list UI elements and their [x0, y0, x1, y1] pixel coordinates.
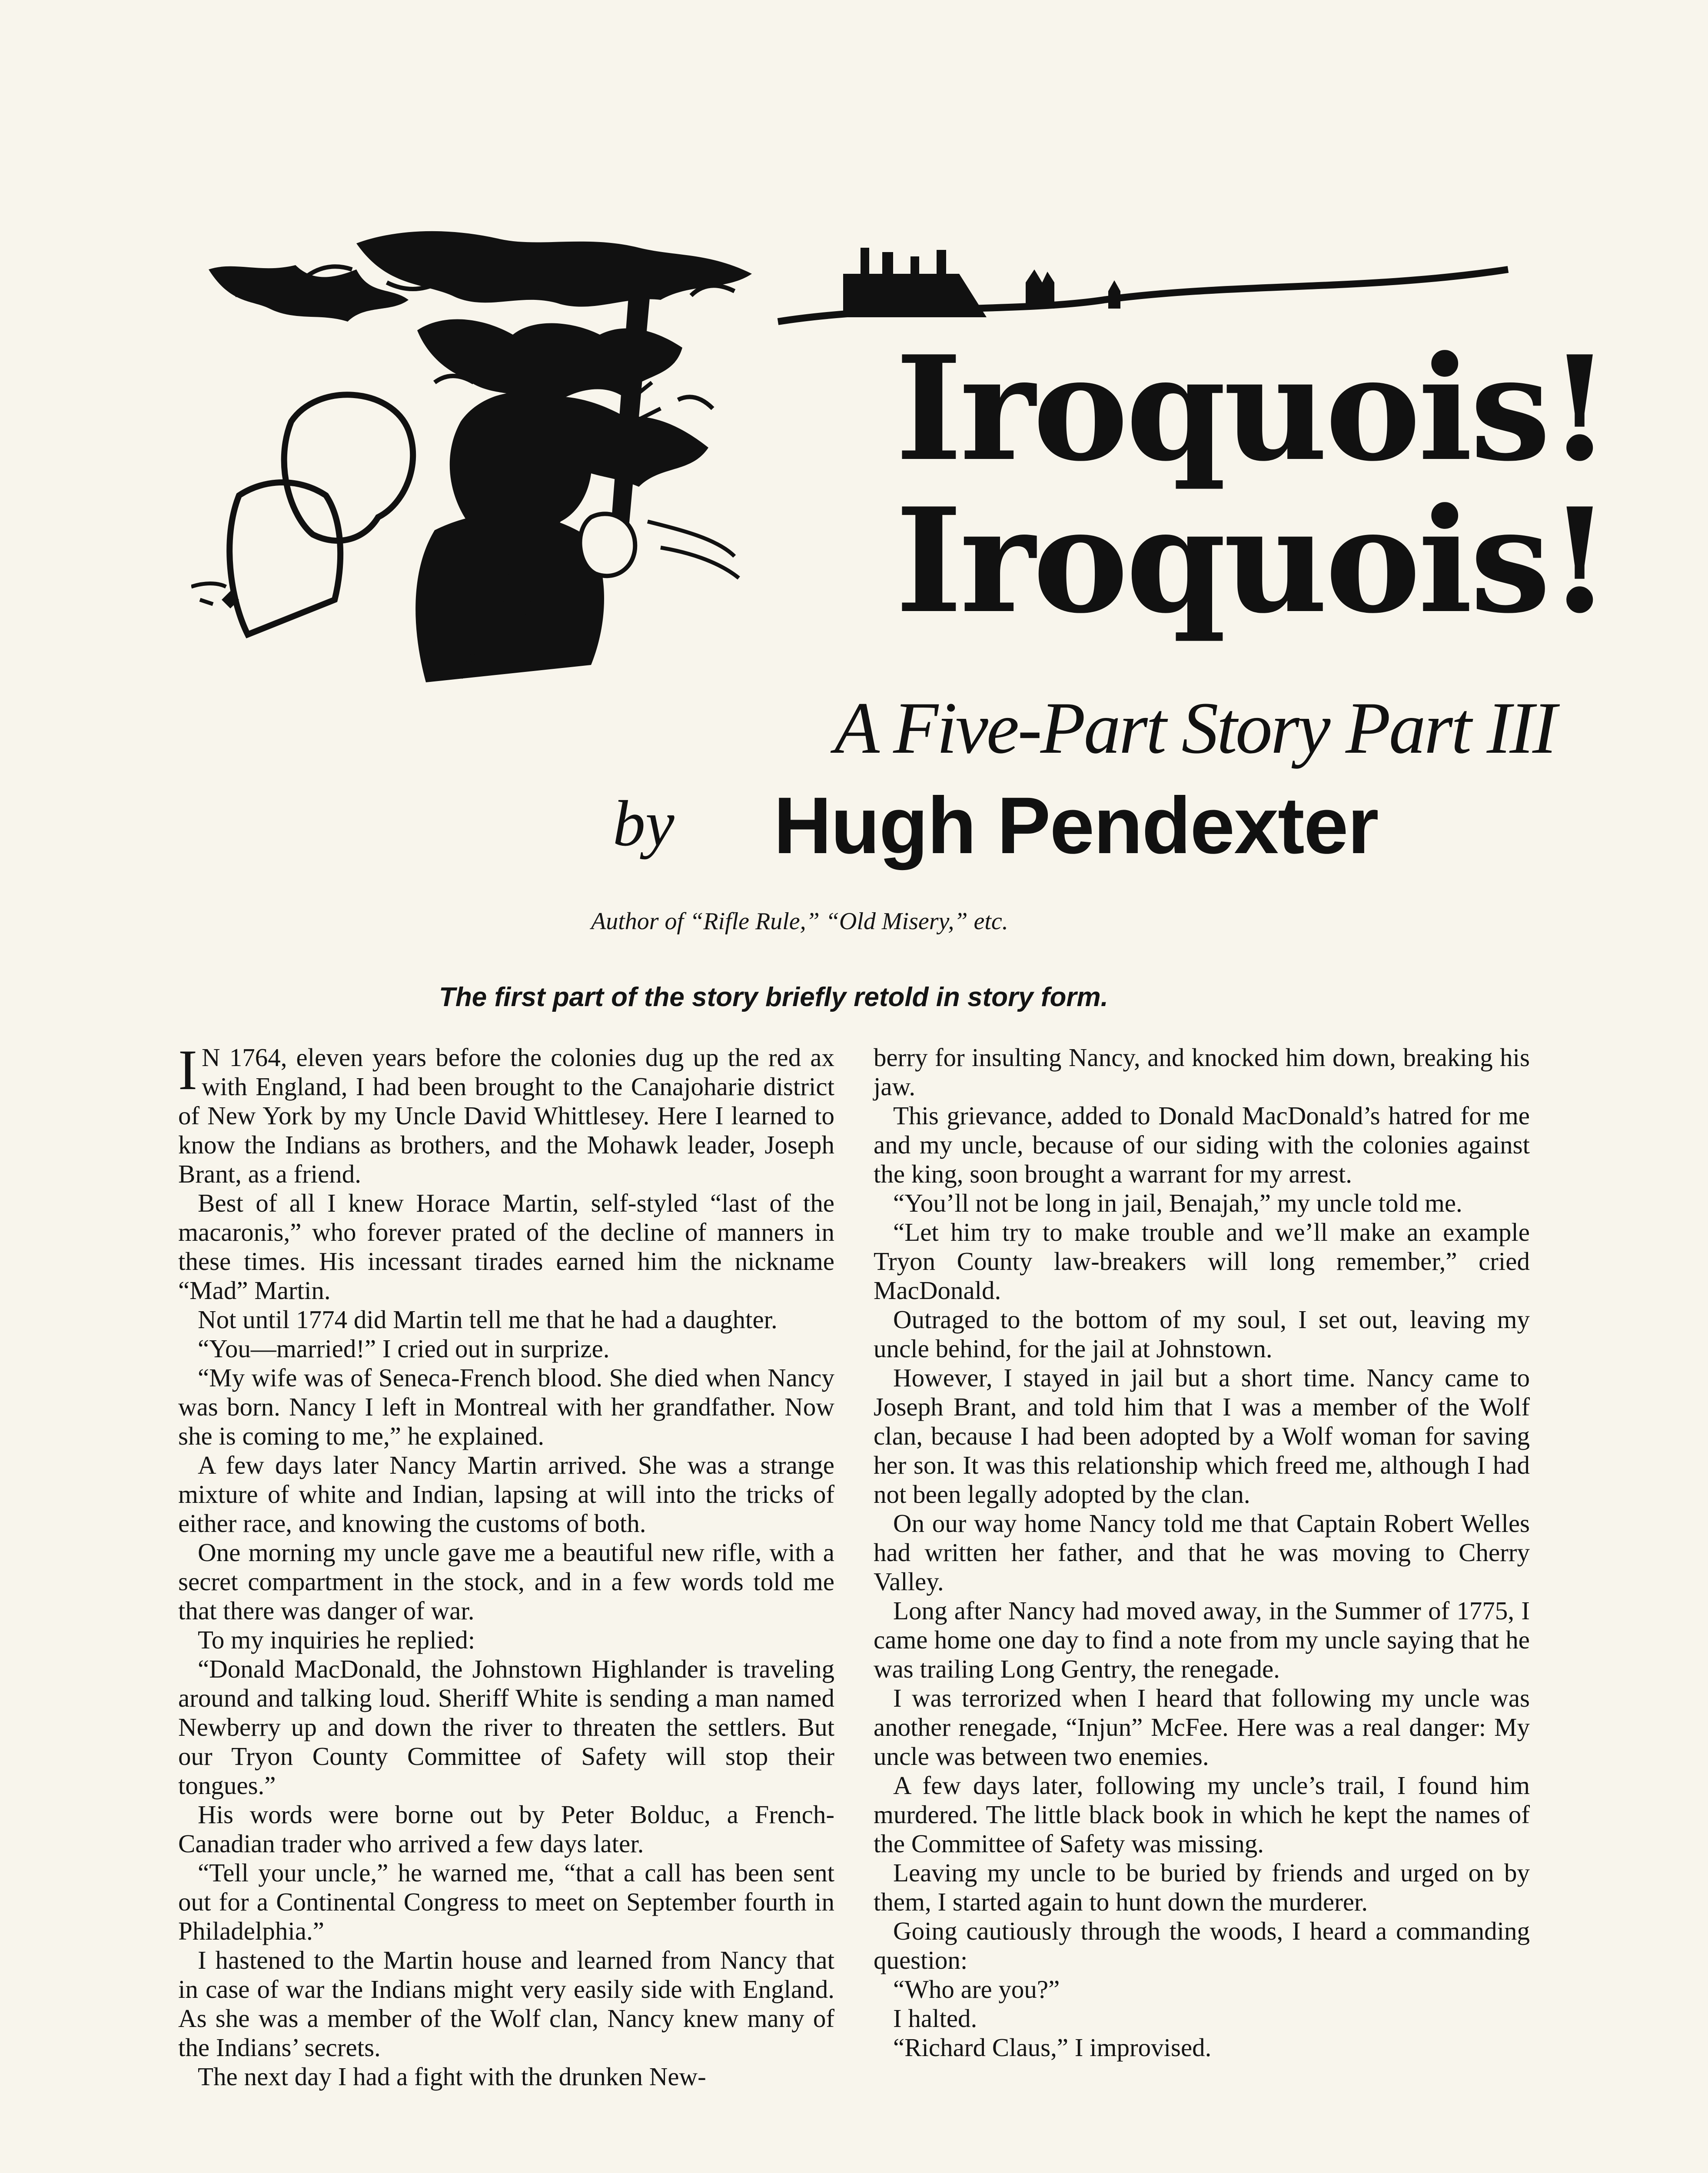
paragraph: To my inquiries he replied:	[198, 1625, 475, 1654]
author-name: Hugh Pendexter	[774, 781, 1378, 871]
paragraph: On our way home Nancy told me that Captain Robert Welles had written her father, and that he was moving to Cherry Valley.	[874, 1509, 1530, 1596]
paragraph: “Donald MacDonald, the Johnstown Highlander is traveling around and talking loud. Sheriff White is sending a man named Newberry up and down the river to threaten the settlers. But our Tryon County Committee of Safety will stop their tongues.”	[178, 1655, 834, 1800]
paragraph: This grievance, added to Donald MacDonald’s hatred for me and my uncle, because of our siding with the colonies against the king, soon brought a warrant for my arrest.	[874, 1101, 1530, 1188]
paragraph: “Tell your uncle,” he warned me, “that a call has been sent out for a Continental Congress to meet on September fourth in Philadelphia.”	[178, 1858, 834, 1945]
paragraph: One morning my uncle gave me a beautiful new rifle, with a secret compartment in the stock, and in a few words told me that there was danger of war.	[178, 1538, 834, 1625]
paragraph: berry for insulting Nancy, and knocked him down, breaking his jaw.	[874, 1043, 1530, 1101]
paragraph: I halted.	[893, 2004, 977, 2033]
paragraph: Leaving my uncle to be buried by friends and urged on by them, I started again to hunt down the murderer.	[874, 1858, 1530, 1916]
paragraph: “Richard Claus,” I improvised.	[893, 2033, 1212, 2062]
right-text-column	[874, 1043, 1530, 2062]
paragraph: A few days later Nancy Martin arrived. She was a strange mixture of white and Indian, lapsing at will into the tricks of either race, and knowing the customs of both.	[178, 1451, 834, 1538]
paragraph: A few days later, following my uncle’s trail, I found him murdered. The little black book in which he kept the names of the Committee of Safety was missing.	[874, 1771, 1530, 1858]
author-credits: Author of “Rifle Rule,” “Old Misery,” etc.	[591, 908, 1008, 935]
paragraph: “You—married!” I cried out in surprize.	[198, 1334, 610, 1363]
paragraph: “Let him try to make trouble and we’ll make an example Tryon County law-breakers will long remember,” cried MacDonald.	[874, 1218, 1530, 1305]
subtitle: A Five-Part Story Part III	[834, 687, 1555, 769]
title-line-1: Iroquois!	[895, 324, 1609, 493]
paragraph: However, I stayed in jail but a short time. Nancy came to Joseph Brant, and told him that I was a member of the Wolf clan, because I had been adopted by a Wolf woman for saving her son. It was this relationship which freed me, although I had not been legally adopted by the clan.	[874, 1363, 1530, 1508]
paragraph: I N 1764, eleven years before the colonies dug up the red ax with England, I had been brought to the Canajoharie district of New York by my Uncle David Whittlesey. Here I learned to know the Indians as brothers, and the Mohawk leader, Joseph Brant, as a friend.	[178, 1038, 834, 1188]
paragraph: The next day I had a fight with the drunken New-	[198, 2062, 706, 2091]
paragraph: I was terrorized when I heard that following my uncle was another renegade, “Injun” McFee. Here was a real danger: My uncle was between two enemies.	[874, 1684, 1530, 1771]
paragraph: “My wife was of Seneca-French blood. She died when Nancy was born. Nancy I left in Montreal with her grandfather. Now she is coming to me,” he explained.	[178, 1363, 834, 1450]
left-text-column	[178, 1038, 834, 2091]
paragraph: Long after Nancy had moved away, in the Summer of 1775, I came home one day to find a note from my uncle saying that he was trailing Long Gentry, the renegade.	[874, 1596, 1530, 1683]
paragraph: His words were borne out by Peter Bolduc, a French-Canadian trader who arrived a few days later.	[178, 1800, 834, 1858]
paragraph: “Who are you?”	[893, 1975, 1060, 2004]
byline-prefix: by	[613, 787, 675, 860]
title-line-2: Iroquois!	[895, 476, 1609, 645]
paragraph: Best of all I knew Horace Martin, self-styled “last of the macaronis,” who forever prated of the decline of manners in these times. His incessant tirades earned him the nickname “Mad” Martin.	[178, 1189, 834, 1305]
recap-heading: The first part of the story briefly retold in story form.	[439, 982, 1108, 1012]
paragraph: Going cautiously through the woods, I heard a commanding question:	[874, 1917, 1530, 1974]
paragraph: Outraged to the bottom of my soul, I set out, leaving my uncle behind, for the jail at Johnstown.	[874, 1305, 1530, 1363]
drop-cap: I	[178, 1038, 197, 1102]
paragraph: I hastened to the Martin house and learned from Nancy that in case of war the Indians might very easily side with England. As she was a member of the Wolf clan, Nancy knew many of the Indians’ secrets.	[178, 1946, 834, 2062]
paragraph: Not until 1774 did Martin tell me that he had a daughter.	[198, 1305, 778, 1334]
paragraph: “You’ll not be long in jail, Benajah,” my uncle told me.	[893, 1189, 1462, 1217]
